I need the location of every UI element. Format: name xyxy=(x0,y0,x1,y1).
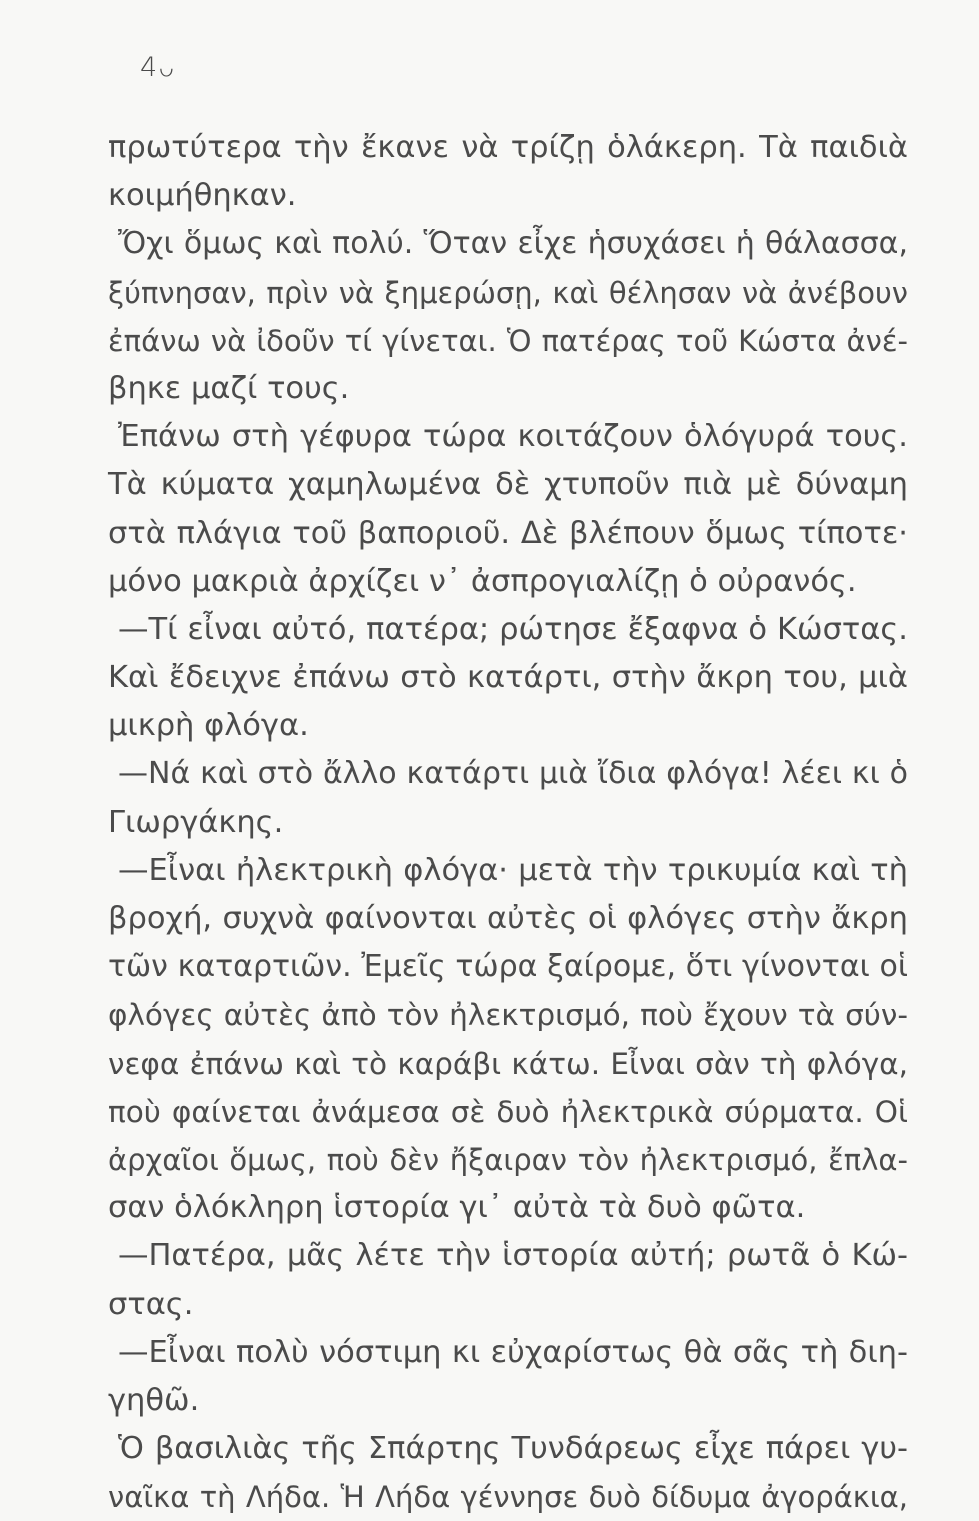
page-number: 4ᴗ xyxy=(140,52,176,83)
text-line: ἐπάνω νὰ ἰδοῦν τί γίνεται. Ὁ πατέρας τοῦ Κώστα ἀνέ- xyxy=(108,323,908,358)
text-line: νεφα ἐπάνω καὶ τὸ καράβι κάτω. Εἶναι σὰν τὴ φλόγα, xyxy=(108,1046,908,1081)
text-line: ποὺ φαίνεται ἀνάμεσα σὲ δυὸ ἠλεκτρικὰ σύρματα. Οἱ xyxy=(108,1094,908,1129)
text-line: Ὁ βασιλιὰς τῆς Σπάρτης Τυνδάρεως εἶχε πάρει γυ- xyxy=(118,1431,908,1467)
text-line: ξύπνησαν, πρὶν νὰ ξημερώσῃ, καὶ θέλησαν νὰ ἀνέβουν xyxy=(108,275,908,310)
text-line: Τὰ κύματα χαμηλωμένα δὲ χτυποῦν πιὰ μὲ δύναμη xyxy=(108,467,908,503)
text-line: —Εἶναι ἠλεκτρικὴ φλόγα· μετὰ τὴν τρικυμία καὶ τὴ xyxy=(118,852,908,888)
text-line: βηκε μαζί τους. xyxy=(108,370,350,406)
text-line: μόνο μακριὰ ἀρχίζει ν᾿ ἀσπρογιαλίζῃ ὁ οὐρανός. xyxy=(108,563,857,599)
body-text xyxy=(108,124,908,1521)
text-line: Καὶ ἔδειχνε ἐπάνω στὸ κατάρτι, στὴν ἄκρη του, μιὰ xyxy=(108,660,908,696)
text-line: βροχή, συχνὰ φαίνονται αὐτὲς οἱ φλόγες στὴν ἄκρη xyxy=(108,901,908,936)
text-line: πρωτύτερα τὴν ἔκανε νὰ τρίζῃ ὁλάκερη. Τὰ παιδιὰ xyxy=(108,130,908,165)
text-line: —Νά καὶ στὸ ἄλλο κατάρτι μιὰ ἴδια φλόγα! λέει κι ὁ xyxy=(118,756,908,792)
text-line: —Πατέρα, μᾶς λέτε τὴν ἱστορία αὐτή; ρωτᾶ ὁ Κώ- xyxy=(118,1238,908,1274)
text-line: γηθῶ. xyxy=(108,1382,200,1418)
text-line: ναῖκα τὴ Λήδα. Ἡ Λήδα γέννησε δυὸ δίδυμα ἀγοράκια, xyxy=(108,1480,908,1515)
text-line: Ἐπάνω στὴ γέφυρα τώρα κοιτάζουν ὁλόγυρά τους. xyxy=(118,419,908,455)
text-line: φλόγες αὐτὲς ἀπὸ τὸν ἠλεκτρισμό, ποὺ ἔχουν τὰ σύν- xyxy=(108,998,908,1033)
text-line: —Τί εἶναι αὐτό, πατέρα; ρώτησε ἔξαφνα ὁ Κώστας. xyxy=(118,611,908,647)
text-line: τῶν καταρτιῶν. Ἐμεῖς τώρα ξαίρομε, ὅτι γίνονται οἱ xyxy=(108,949,908,985)
text-line: μικρὴ φλόγα. xyxy=(108,708,309,744)
text-line: Γιωργάκης. xyxy=(108,804,284,840)
text-line: στας. xyxy=(108,1286,194,1322)
text-line: στὰ πλάγια τοῦ βαποριοῦ. Δὲ βλέπουν ὅμως τίποτε· xyxy=(108,515,908,551)
text-line: Ὄχι ὅμως καὶ πολύ. Ὅταν εἶχε ἡσυχάσει ἡ θάλασσα, xyxy=(118,226,908,262)
text-line: σαν ὁλόκληρη ἱστορία γι᾿ αὐτὰ τὰ δυὸ φῶτα. xyxy=(108,1190,806,1226)
text-line: κοιμήθηκαν. xyxy=(108,178,297,214)
text-line: ἀρχαῖοι ὅμως, ποὺ δὲν ἤξαιραν τὸν ἠλεκτρισμό, ἔπλα- xyxy=(108,1142,908,1177)
text-line: —Εἶναι πολὺ νόστιμη κι εὐχαρίστως θὰ σᾶς τὴ διη- xyxy=(118,1334,908,1370)
